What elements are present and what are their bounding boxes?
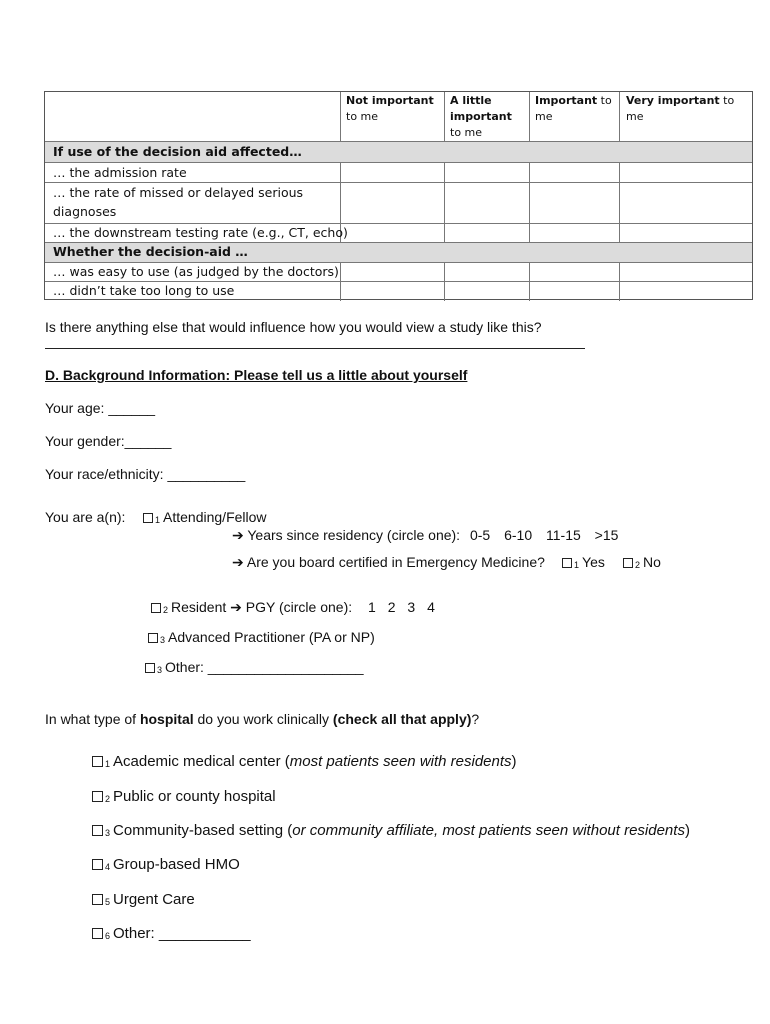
col-header-little-important: A little important to me	[450, 94, 512, 139]
board-certified-question: ➔ Are you board certified in Emergency Medicine?	[232, 554, 545, 570]
hospital-option-other[interactable]: 6 Other: ___________	[92, 925, 251, 942]
option-practitioner[interactable]: 3 Advanced Practitioner (PA or NP)	[148, 629, 375, 645]
years-since-residency: ➔ Years since residency (circle one): 0-5 6-10 11-15 >15	[232, 527, 619, 543]
pgy-option[interactable]: 1	[368, 599, 376, 615]
board-no-option[interactable]: 2 No	[623, 554, 661, 570]
checkbox[interactable]	[151, 603, 161, 613]
pgy-option[interactable]: 2	[387, 599, 396, 615]
checkbox[interactable]	[92, 756, 103, 767]
years-option[interactable]: 0-5	[469, 527, 491, 543]
option-attending[interactable]: 1 Attending/Fellow	[143, 509, 267, 525]
section-title: Whether the decision-aid …	[53, 244, 248, 259]
checkbox[interactable]	[562, 558, 572, 568]
arrow-right-icon: ➔	[230, 599, 242, 615]
checkbox[interactable]	[145, 663, 155, 673]
hospital-option-public[interactable]: 2 Public or county hospital	[92, 788, 276, 805]
years-option[interactable]: 11-15	[546, 527, 581, 543]
pgy-option[interactable]: 4	[427, 599, 435, 615]
years-option[interactable]: 6-10	[504, 527, 533, 543]
col-header-important: Important to me	[535, 94, 612, 123]
col-header-very-important: Very important to me	[626, 94, 735, 123]
influence-question: Is there anything else that would influence how you would view a study like this?	[45, 319, 542, 335]
checkbox[interactable]	[92, 791, 103, 802]
race-field[interactable]: Your race/ethnicity: __________	[45, 466, 246, 482]
hospital-option-academic[interactable]: 1 Academic medical center (most patients seen with residents)	[92, 753, 517, 770]
hospital-option-hmo[interactable]: 4 Group-based HMO	[92, 856, 240, 873]
checkbox[interactable]	[148, 633, 158, 643]
importance-table	[44, 91, 753, 300]
age-field[interactable]: Your age: ______	[45, 400, 156, 416]
col-header-not-important: Not important to me	[346, 94, 434, 123]
gender-field[interactable]: Your gender:______	[45, 433, 172, 449]
answer-line[interactable]	[45, 348, 585, 349]
row-label: … the downstream testing rate (e.g., CT, echo)	[53, 225, 348, 240]
checkbox[interactable]	[92, 894, 103, 905]
section-d-title: D. Background Information: Please tell us a little about yourself	[45, 367, 468, 383]
hospital-question: In what type of hospital do you work clinically (check all that apply)?	[45, 711, 480, 727]
arrow-right-icon: ➔	[232, 527, 244, 543]
row-label: … didn’t take too long to use	[53, 283, 235, 298]
option-other[interactable]: 3 Other: ____________________	[145, 659, 364, 675]
years-option[interactable]: >15	[594, 527, 619, 543]
checkbox[interactable]	[92, 825, 103, 836]
row-label: … was easy to use (as judged by the doctors)	[53, 264, 339, 279]
row-label: … the rate of missed or delayed serious diagnoses	[53, 185, 304, 219]
hospital-option-community[interactable]: 3 Community-based setting (or community affiliate, most patients seen without residents)	[92, 822, 690, 839]
hospital-option-urgent-care[interactable]: 5 Urgent Care	[92, 891, 195, 908]
you-are-label: You are a(n):	[45, 509, 126, 525]
arrow-right-icon: ➔	[232, 554, 244, 570]
checkbox[interactable]	[92, 859, 103, 870]
checkbox[interactable]	[623, 558, 633, 568]
row-label: … the admission rate	[53, 165, 187, 180]
checkbox[interactable]	[92, 928, 103, 939]
pgy-option[interactable]: 3	[407, 599, 416, 615]
option-resident[interactable]: 2 Resident ➔ PGY (circle one): 1 2 3 4	[151, 599, 435, 616]
checkbox[interactable]	[143, 513, 153, 523]
section-title: If use of the decision aid affected…	[53, 144, 302, 159]
board-yes-option[interactable]: 1 Yes	[562, 554, 605, 570]
